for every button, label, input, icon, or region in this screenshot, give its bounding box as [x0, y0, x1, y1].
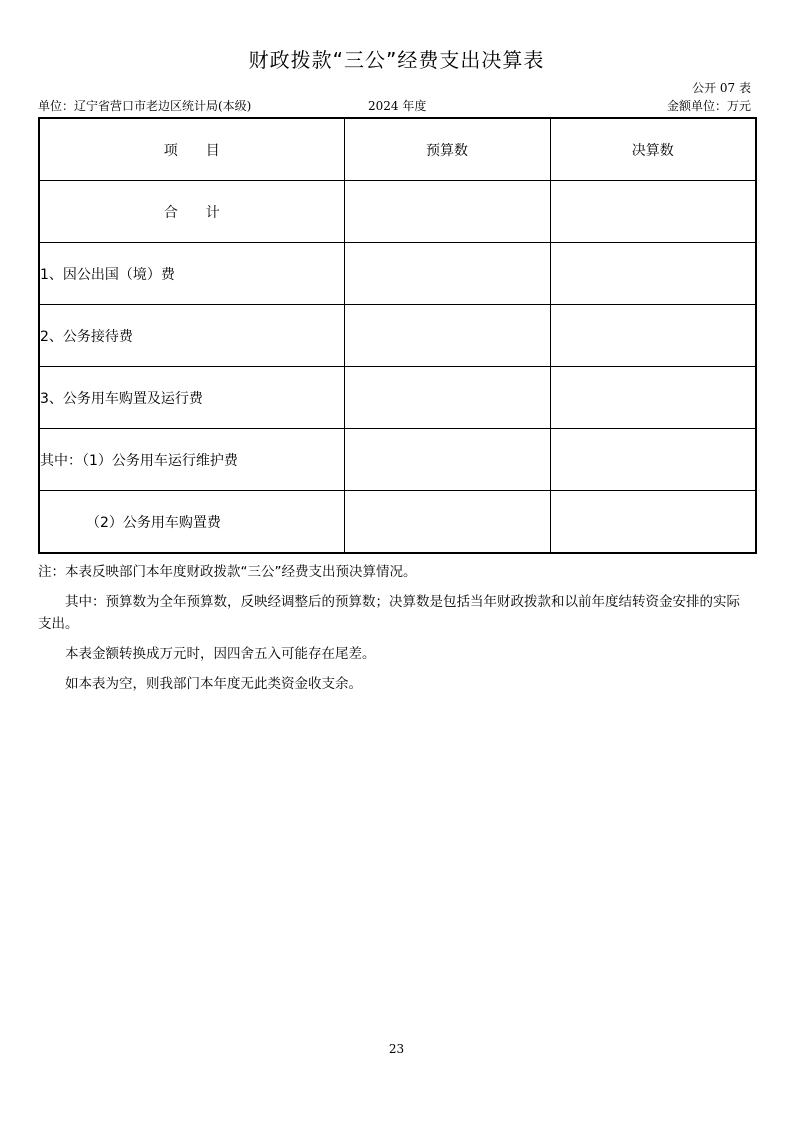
table-row-total [39, 181, 756, 243]
row-budget-value [344, 181, 550, 243]
row-final-value [550, 305, 756, 367]
report-title: 财政拨款“三公”经费支出决算表 [248, 48, 545, 72]
table-row [39, 243, 756, 305]
notes-section [38, 561, 753, 703]
row-item-label: （2）公务用车购置费 [39, 491, 344, 554]
report-meta [38, 97, 751, 113]
row-budget-value [344, 367, 550, 429]
row-item-label: 1、因公出国（境）费 [39, 243, 344, 305]
row-item-label: 2、公务接待费 [39, 305, 344, 367]
header-budget: 预算数 [344, 118, 550, 181]
row-final-value [550, 491, 756, 554]
row-item-label: 其中：（1）公务用车运行维护费 [39, 429, 344, 491]
table-row [39, 429, 756, 491]
page-number: 23 [388, 1042, 405, 1056]
header-final: 决算数 [550, 118, 756, 181]
row-final-value [550, 429, 756, 491]
header-item: 项 目 [39, 118, 344, 181]
row-budget-value [344, 429, 550, 491]
expenditure-table [38, 117, 757, 554]
fiscal-year: 2024 年度 [368, 99, 427, 113]
note-paragraph: 本表金额转换成万元时，因四舍五入可能存在尾差。 [65, 646, 376, 662]
table-row [39, 491, 756, 554]
note-paragraph: 如本表为空，则我部门本年度无此类资金收支余。 [65, 676, 362, 692]
unit-label: 单位：辽宁省营口市老边区统计局(本级) [38, 99, 252, 113]
row-final-value [550, 243, 756, 305]
row-budget-value [344, 305, 550, 367]
row-final-value [550, 181, 756, 243]
row-final-value [550, 367, 756, 429]
table-row [39, 367, 756, 429]
amount-unit: 金额单位：万元 [666, 99, 751, 113]
note-paragraph: 其中：预算数为全年预算数，反映经调整后的预算数；决算数是包括当年财政拨款和以前年度结转资金安排的实际支出。 [38, 594, 740, 632]
form-number: 公开 07 表 [692, 81, 751, 95]
table-header-row [39, 118, 756, 181]
table-row [39, 305, 756, 367]
row-budget-value [344, 491, 550, 554]
row-budget-value [344, 243, 550, 305]
row-item-label: 3、公务用车购置及运行费 [39, 367, 344, 429]
row-item-label: 合 计 [39, 181, 344, 243]
note-paragraph: 注：本表反映部门本年度财政拨款“三公”经费支出预决算情况。 [38, 564, 417, 580]
